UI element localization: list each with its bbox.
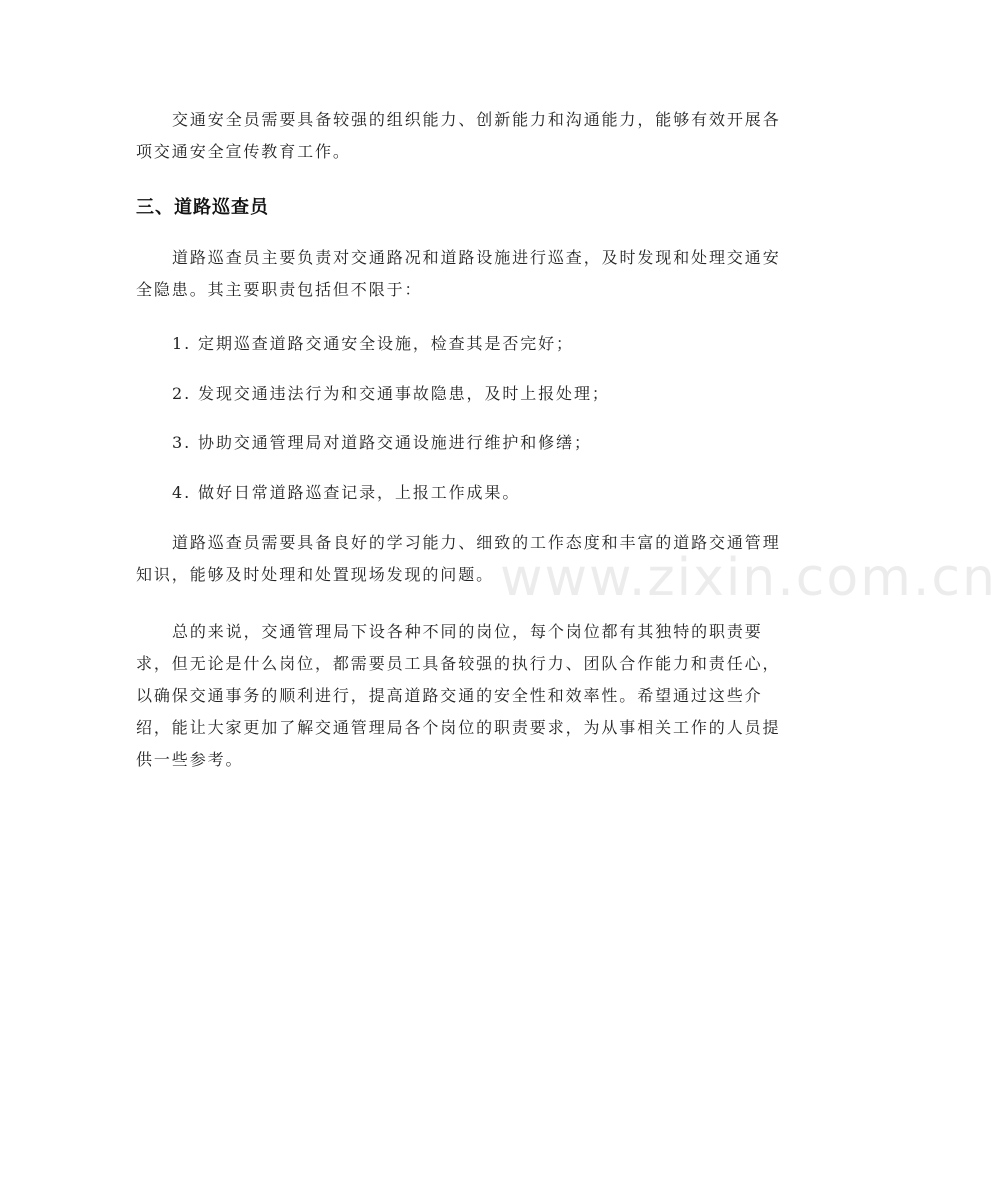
duty-item-3: 3. 协助交通管理局对道路交通设施进行维护和修缮；	[172, 433, 592, 452]
requirements-paragraph: 道路巡查员需要具备良好的学习能力、细致的工作态度和丰富的道路交通管理知识，能够及时处理和处置现场发现的问题。	[136, 533, 781, 584]
section-heading: 三、道路巡查员	[136, 197, 269, 218]
section-description-paragraph: 道路巡查员主要负责对交通路况和道路设施进行巡查，及时发现和处理交通安全隐患。其主要职责包括但不限于：	[136, 248, 781, 299]
conclusion-paragraph: 总的来说，交通管理局下设各种不同的岗位，每个岗位都有其独特的职责要求，但无论是什么岗位，都需要员工具备较强的执行力、团队合作能力和责任心，以确保交通事务的顺利进行，提高道路交通的安全性和效率性。希望通过这些介绍，能让大家更加了解交通管理局各个岗位的职责要求，为从事相关工作的人员提供一些参考。	[136, 622, 781, 769]
duty-item-2: 2. 发现交通违法行为和交通事故隐患，及时上报处理；	[172, 384, 610, 403]
watermark: www.zixin.com.cn	[500, 548, 997, 608]
duty-item-1: 1. 定期巡查道路交通安全设施，检查其是否完好；	[172, 334, 574, 353]
duty-item-4: 4. 做好日常道路巡查记录，上报工作成果。	[172, 483, 521, 502]
intro-paragraph: 交通安全员需要具备较强的组织能力、创新能力和沟通能力，能够有效开展各项交通安全宣传教育工作。	[136, 110, 781, 161]
